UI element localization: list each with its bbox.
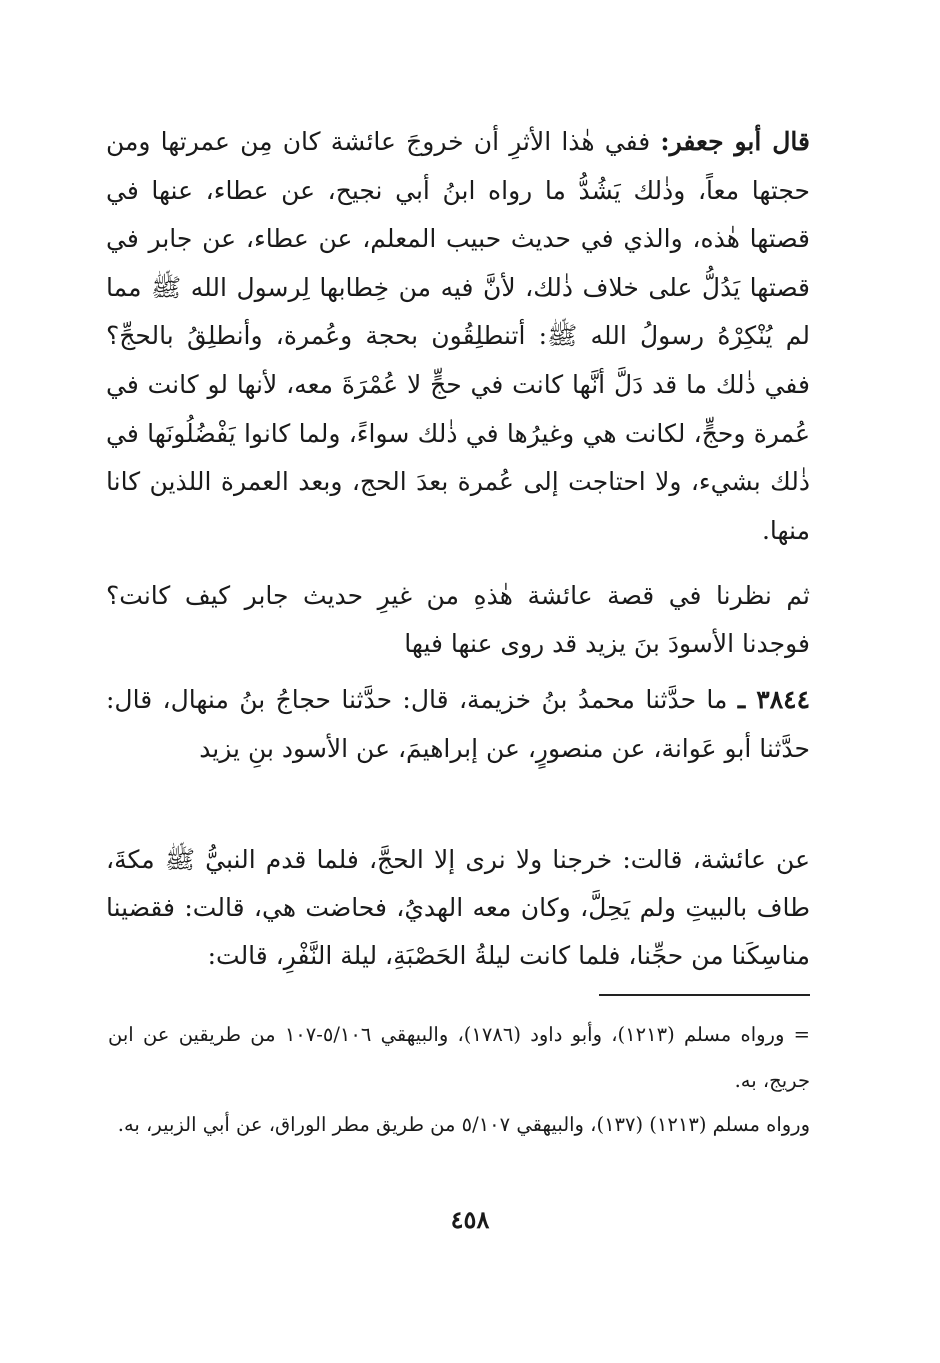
page-number: ٤٥٨ [450,1205,490,1234]
footnote: ورواه مسلم (١٢١٣) (١٣٧)، والبيهقي ٥/١٠٧ من طريق مطر الوراق، عن أبي الزبير، به. [117,1113,810,1136]
hadith-number: ٣٨٤٤ ـ [737,685,810,714]
speaker-lead: قال أبو جعفر: [660,127,810,156]
paragraph-body: ثم نظرنا في قصة عائشة هٰذهِ من غيرِ حديث جابر كيف كانت؟ فوجدنا الأسودَ بنَ يزيد قد روى عنها فيها [106,581,810,658]
footnote: = ورواه مسلم (١٢١٣)، وأبو داود (١٧٨٦)، والبيهقي ٥/١٠٦-١٠٧ من طريقين عن ابن جريج، به. [108,1023,810,1092]
paragraph-inquiry [106,572,810,668]
paragraph-hadith-chain [106,676,810,773]
paragraph-text [106,118,810,555]
paragraph-text [106,676,810,773]
paragraph-body: ما حدَّثنا محمدُ بنُ خزيمة، قال: حدَّثنا حجاجُ بنُ منهال، قال: حدَّثنا أبو عَوانة، عن منصورٍ، عن إبراهيمَ، عن الأسود بنِ يزيد [106,685,810,763]
paragraph-body: عن عائشة، قالت: خرجنا ولا نرى إلا الحجَّ، فلما قدم النبيُّ ﷺ مكةَ، طاف بالبيتِ ولم يَحِلَّ، وكان معه الهديُ، فحاضت هي، قالت: فقضينا مناسِكَنا من حجِّنا، فلما كانت ليلةُ الحَصْبَةِ، ليلة النَّفْرِ، قالت: [106,845,810,970]
paragraph-body: ففي هٰذا الأثرِ أن خروجَ عائشة كان مِن عمرتها ومن حجتها معاً، وذٰلك يَشُدُّ ما رواه ابنُ أبي نجيح، عن عطاء، عنها في قصتها هٰذه، والذي في حديث حبيب المعلم، عن عطاء، عن جابر في قصتها يَدُلُّ على خلاف ذٰلك، لأنَّ فيه من خِطابها لِرسول الله ﷺ مما لم يُنْكِرْهُ رسولُ الله ﷺ: أتنطلِقُون بحجة وعُمرة، وأنطلِقُ بالحجِّ؟ ففي ذٰلك ما قد دَلَّ أنَّها كانت في حجٍّ لا عُمْرَةَ معه، لأنها لو كانت في عُمرة وحجٍّ، لكانت هي وغيرُها في ذٰلك سواءً، ولما كانوا يَفْضُلُونَها في ذٰلك بشيء، ولا احتاجت إلى عُمرة بعدَ الحج، وبعد العمرة اللذين كانا منها. [106,127,810,545]
paragraph-text [106,572,810,668]
footnote-divider [599,994,810,996]
paragraph-hadith-text [106,836,810,980]
paragraph-text [106,836,810,980]
paragraph-commentary [106,118,810,555]
